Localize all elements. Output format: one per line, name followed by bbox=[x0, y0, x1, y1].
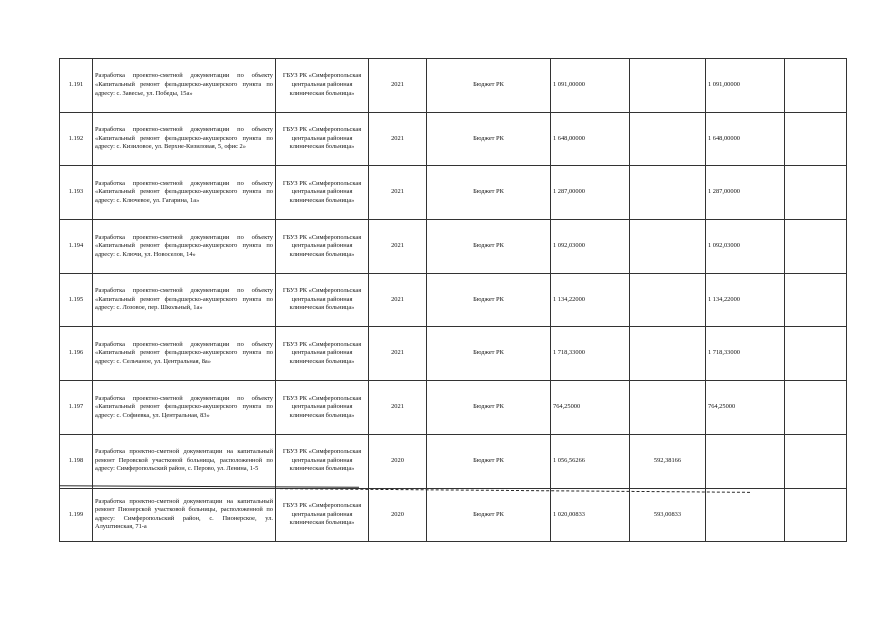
amount-2020-cell bbox=[630, 112, 706, 166]
year-cell: 2021 bbox=[369, 59, 427, 113]
budget-table bbox=[59, 58, 847, 542]
row-number-cell: 1.194 bbox=[60, 220, 93, 274]
funding-source-cell: Бюджет РК bbox=[427, 166, 551, 220]
row-number-cell: 1.198 bbox=[60, 434, 93, 488]
funding-source-cell: Бюджет РК bbox=[427, 434, 551, 488]
organization-cell: ГБУЗ РК «Симферопольская центральная районная клиническая больница» bbox=[276, 327, 369, 381]
table-row bbox=[60, 166, 847, 220]
row-number-cell: 1.192 bbox=[60, 112, 93, 166]
row-number-cell: 1.197 bbox=[60, 381, 93, 435]
amount-2021-cell: 1 718,33000 bbox=[706, 327, 785, 381]
table-row bbox=[60, 220, 847, 274]
row-number-cell: 1.199 bbox=[60, 488, 93, 542]
funding-source-cell: Бюджет РК bbox=[427, 381, 551, 435]
row-number-cell: 1.196 bbox=[60, 327, 93, 381]
organization-cell: ГБУЗ РК «Симферопольская центральная районная клиническая больница» bbox=[276, 434, 369, 488]
year-cell: 2021 bbox=[369, 381, 427, 435]
amount-extra-cell bbox=[785, 434, 847, 488]
total-amount-cell: 1 020,00833 bbox=[551, 488, 630, 542]
amount-extra-cell bbox=[785, 166, 847, 220]
amount-2021-cell: 1 287,00000 bbox=[706, 166, 785, 220]
year-cell: 2021 bbox=[369, 327, 427, 381]
organization-cell: ГБУЗ РК «Симферопольская центральная районная клиническая больница» bbox=[276, 220, 369, 274]
amount-extra-cell bbox=[785, 112, 847, 166]
table-row bbox=[60, 488, 847, 542]
funding-source-cell: Бюджет РК bbox=[427, 327, 551, 381]
total-amount-cell: 764,25000 bbox=[551, 381, 630, 435]
amount-2021-cell: 1 091,00000 bbox=[706, 59, 785, 113]
row-number-cell: 1.193 bbox=[60, 166, 93, 220]
table-row bbox=[60, 273, 847, 327]
row-number-cell: 1.195 bbox=[60, 273, 93, 327]
funding-source-cell: Бюджет РК bbox=[427, 59, 551, 113]
amount-2021-cell: 1 134,22000 bbox=[706, 273, 785, 327]
amount-2021-cell: 764,25000 bbox=[706, 381, 785, 435]
year-cell: 2021 bbox=[369, 220, 427, 274]
funding-source-cell: Бюджет РК bbox=[427, 220, 551, 274]
amount-extra-cell bbox=[785, 488, 847, 542]
table-row bbox=[60, 434, 847, 488]
year-cell: 2021 bbox=[369, 166, 427, 220]
amount-extra-cell bbox=[785, 220, 847, 274]
table-body bbox=[60, 59, 847, 542]
amount-2021-cell: 1 648,00000 bbox=[706, 112, 785, 166]
amount-2021-cell: 1 092,03000 bbox=[706, 220, 785, 274]
table-row bbox=[60, 59, 847, 113]
amount-2020-cell bbox=[630, 166, 706, 220]
amount-2020-cell: 592,38166 bbox=[630, 434, 706, 488]
description-cell: Разработка проектно-сметной документации по объекту «Капитальный ремонт фельдшерско-акушерского пункта по адресу: с. Лозовое, пер. Школьный, 1а» bbox=[93, 273, 276, 327]
amount-2020-cell bbox=[630, 381, 706, 435]
total-amount-cell: 1 648,00000 bbox=[551, 112, 630, 166]
year-cell: 2021 bbox=[369, 112, 427, 166]
description-cell: Разработка проектно-сметной документации на капитальный ремонт Пионерской участковой больницы, расположенной по адресу: Симферопольский район, с. Пионерское, ул. Алуштинская, 71-а bbox=[93, 488, 276, 542]
total-amount-cell: 1 287,00000 bbox=[551, 166, 630, 220]
table-row bbox=[60, 327, 847, 381]
organization-cell: ГБУЗ РК «Симферопольская центральная районная клиническая больница» bbox=[276, 59, 369, 113]
description-cell: Разработка проектно-сметной документации по объекту «Капитальный ремонт фельдшерско-акушерского пункта по адресу: с. Софиевка, ул. Центральная, 83» bbox=[93, 381, 276, 435]
organization-cell: ГБУЗ РК «Симферопольская центральная районная клиническая больница» bbox=[276, 273, 369, 327]
amount-2020-cell bbox=[630, 59, 706, 113]
funding-source-cell: Бюджет РК bbox=[427, 112, 551, 166]
amount-2020-cell: 593,00833 bbox=[630, 488, 706, 542]
table-row bbox=[60, 112, 847, 166]
year-cell: 2020 bbox=[369, 488, 427, 542]
organization-cell: ГБУЗ РК «Симферопольская центральная районная клиническая больница» bbox=[276, 166, 369, 220]
amount-2020-cell bbox=[630, 327, 706, 381]
amount-extra-cell bbox=[785, 327, 847, 381]
row-number-cell: 1.191 bbox=[60, 59, 93, 113]
organization-cell: ГБУЗ РК «Симферопольская центральная районная клиническая больница» bbox=[276, 112, 369, 166]
amount-extra-cell bbox=[785, 273, 847, 327]
amount-extra-cell bbox=[785, 381, 847, 435]
description-cell: Разработка проектно-сметной документации по объекту «Капитальный ремонт фельдшерско-акушерского пункта по адресу: с. Завесье, ул. Победы, 15а» bbox=[93, 59, 276, 113]
total-amount-cell: 1 056,56266 bbox=[551, 434, 630, 488]
organization-cell: ГБУЗ РК «Симферопольская центральная районная клиническая больница» bbox=[276, 381, 369, 435]
funding-source-cell: Бюджет РК bbox=[427, 488, 551, 542]
year-cell: 2020 bbox=[369, 434, 427, 488]
year-cell: 2021 bbox=[369, 273, 427, 327]
description-cell: Разработка проектно-сметной документации по объекту «Капитальный ремонт фельдшерско-акушерского пункта по адресу: с. Кизиловое, ул. Верхне-Кизиловая, 5, офис 2» bbox=[93, 112, 276, 166]
description-cell: Разработка проектно-сметной документации по объекту «Капитальный ремонт фельдшерско-акушерского пункта по адресу: с. Ключи, ул. Новоселов, 14» bbox=[93, 220, 276, 274]
funding-source-cell: Бюджет РК bbox=[427, 273, 551, 327]
amount-2020-cell bbox=[630, 273, 706, 327]
description-cell: Разработка проектно-сметной документации на капитальный ремонт Перовской участковой больницы, расположенной по адресу: Симферопольский район, с. Перово, ул. Ленина, 1-5 bbox=[93, 434, 276, 488]
amount-2021-cell bbox=[706, 488, 785, 542]
total-amount-cell: 1 134,22000 bbox=[551, 273, 630, 327]
organization-cell: ГБУЗ РК «Симферопольская центральная районная клиническая больница» bbox=[276, 488, 369, 542]
table-row bbox=[60, 381, 847, 435]
total-amount-cell: 1 091,00000 bbox=[551, 59, 630, 113]
total-amount-cell: 1 718,33000 bbox=[551, 327, 630, 381]
description-cell: Разработка проектно-сметной документации по объекту «Капитальный ремонт фельдшерско-акушерского пункта по адресу: с. Ключевое, ул. Гагарина, 1а» bbox=[93, 166, 276, 220]
amount-2020-cell bbox=[630, 220, 706, 274]
description-cell: Разработка проектно-сметной документации по объекту «Капитальный ремонт фельдшерско-акушерского пункта по адресу: с. Сельчаное, ул. Центральная, 8а» bbox=[93, 327, 276, 381]
total-amount-cell: 1 092,03000 bbox=[551, 220, 630, 274]
amount-extra-cell bbox=[785, 59, 847, 113]
amount-2021-cell bbox=[706, 434, 785, 488]
